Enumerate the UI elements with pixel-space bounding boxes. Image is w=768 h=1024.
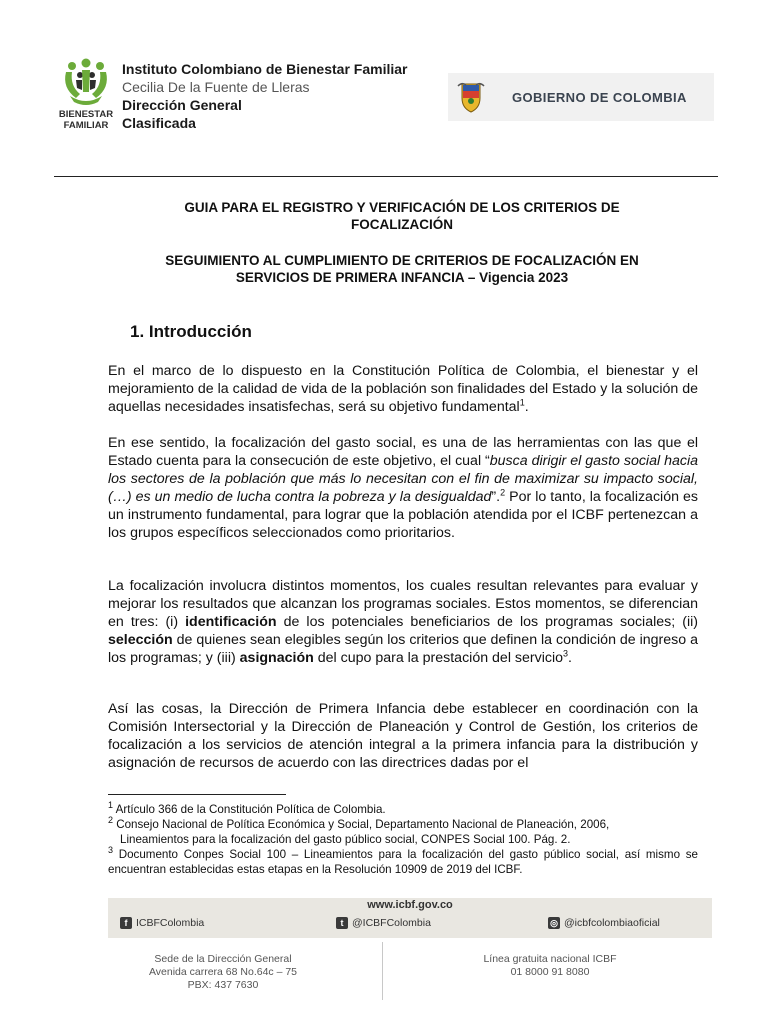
footnote-2-line-2: Lineamientos para la focalización del gasto público social, CONPES Social 100. Pág. 2. bbox=[120, 832, 571, 846]
footnote-3-text: Documento Conpes Social 100 – Lineamientos para la focalización del gasto público social, así mismo se encuentran establecidas estas etapas en la Resolución 10909 de 2019 del ICBF. bbox=[108, 848, 698, 876]
p3-text-d: de quienes sean elegibles según los criterios que definen la condición de ingreso a los programas; y (iii) bbox=[108, 632, 698, 666]
p2-text-b: ”. bbox=[491, 489, 501, 505]
p3-end: . bbox=[568, 650, 572, 666]
footnote-2 bbox=[108, 815, 698, 847]
p2-text-c: Por lo tanto, la focalización es un instrumento fundamental, para lograr que la población atendida por el ICBF pertenezcan a los grupos específicos seleccionados como prioritarios. bbox=[108, 489, 698, 541]
p3-bold-seleccion: selección bbox=[108, 632, 173, 648]
institution-name: Instituto Colombiano de Bienestar Familiar bbox=[122, 61, 408, 77]
paragraph-4: Así las cosas, la Dirección de Primera Infancia debe establecer en coordinación con la Comisión Intersectorial y la Dirección de Planeación y Control de Gestión, los criterios de focalización a los servicios de atención integral a la primera infancia para la distribución y asignación de recursos de acuerdo con las directrices dadas por el bbox=[108, 701, 698, 771]
footer-divider bbox=[382, 942, 383, 1000]
p3-bold-asignacion: asignación bbox=[239, 650, 314, 666]
footnote-1-text: Artículo 366 de la Constitución Política de Colombia. bbox=[113, 803, 386, 816]
p3-bold-identificacion: identificación bbox=[185, 614, 277, 630]
header-divider bbox=[54, 176, 718, 177]
icbf-family-icon bbox=[58, 58, 114, 130]
instagram-link[interactable] bbox=[548, 917, 660, 929]
twitter-link[interactable] bbox=[336, 917, 431, 929]
logo-text-line1: BIENESTAR bbox=[58, 109, 114, 120]
logo-text-line2: FAMILIAR bbox=[63, 120, 109, 130]
p1-end: . bbox=[524, 399, 529, 415]
footnote-3 bbox=[108, 845, 698, 877]
document-subtitle bbox=[108, 252, 696, 286]
subtitle-line-1: SEGUIMIENTO AL CUMPLIMIENTO DE CRITERIOS DE FOCALIZACIÓN EN bbox=[165, 253, 639, 268]
classification-label: Clasificada bbox=[122, 115, 196, 131]
icbf-logo bbox=[58, 58, 114, 130]
colombia-coat-of-arms-icon bbox=[456, 80, 486, 114]
facebook-link[interactable] bbox=[120, 917, 204, 929]
p3-text-c: de los potenciales beneficiarios de los programas sociales; (ii) bbox=[276, 614, 698, 630]
address-line-2: Avenida carrera 68 No.64c – 75 bbox=[148, 966, 298, 978]
hotline-number: 01 8000 91 8080 bbox=[510, 966, 590, 978]
government-banner bbox=[448, 73, 714, 121]
instagram-handle: @icbfcolombiaoficial bbox=[564, 917, 660, 929]
facebook-icon: f bbox=[120, 917, 132, 929]
paragraph-2 bbox=[108, 434, 698, 542]
p3-text-e: del cupo para la prestación del servicio bbox=[313, 650, 564, 666]
p2-text-a: En ese sentido, la focalización del gasto social, es una de las herramientas con las que el Estado cuenta para la consecución de este objetivo, el cual “ bbox=[108, 435, 698, 469]
p2-quote: busca dirigir el gasto social hacia los sectores de la población que más lo necesitan con el fin de maximizar su impacto social, (…) es un medio de lucha contra la pobreza y la desigualdad bbox=[108, 453, 698, 505]
facebook-handle: ICBFColombia bbox=[136, 917, 205, 929]
director-name: Cecilia De la Fuente de Lleras bbox=[122, 79, 310, 95]
twitter-icon: t bbox=[336, 917, 348, 929]
website-link[interactable]: www.icbf.gov.co bbox=[367, 899, 453, 911]
address-phone: PBX: 437 7630 bbox=[187, 979, 259, 991]
hotline-info bbox=[432, 953, 668, 979]
twitter-handle: @ICBFColombia bbox=[352, 917, 431, 929]
paragraph-3 bbox=[108, 577, 698, 667]
government-label: GOBIERNO DE COLOMBIA bbox=[512, 89, 687, 105]
title-line-1: GUIA PARA EL REGISTRO Y VERIFICACIÓN DE LOS CRITERIOS DE bbox=[184, 200, 620, 215]
instagram-icon: ◎ bbox=[548, 917, 560, 929]
footnote-divider bbox=[108, 794, 286, 795]
office-name: Dirección General bbox=[122, 97, 242, 113]
footnote-ref-3: 3 bbox=[563, 648, 569, 659]
headquarters-address bbox=[110, 953, 336, 992]
footnote-1-number: 1 bbox=[108, 800, 114, 811]
footnote-3-number: 3 bbox=[108, 845, 114, 856]
footnote-ref-2: 2 bbox=[500, 487, 506, 498]
hotline-label: Línea gratuita nacional ICBF bbox=[483, 953, 617, 965]
subtitle-line-2: SERVICIOS DE PRIMERA INFANCIA – Vigencia 2023 bbox=[235, 270, 569, 285]
document-title bbox=[108, 199, 696, 233]
title-line-2: FOCALIZACIÓN bbox=[351, 217, 453, 232]
p1-text: En el marco de lo dispuesto en la Constitución Política de Colombia, el bienestar y el mejoramiento de la calidad de vida de la población son finalidades del Estado y la solución de aquellas necesidades insatisfechas, será su objetivo fundamental bbox=[108, 363, 698, 415]
paragraph-1 bbox=[108, 362, 698, 416]
footnote-2-number: 2 bbox=[108, 815, 114, 826]
footnote-2-line-1: Consejo Nacional de Política Económica y Social, Departamento Nacional de Planeación, 2006, bbox=[113, 818, 610, 831]
institution-block bbox=[122, 60, 407, 132]
section-heading: 1. Introducción bbox=[130, 322, 252, 341]
p3-text-a: La focalización involucra distintos momentos, los cuales resultan relevantes para evaluar y mejorar los resultados que alcanzan los programas sociales. Estos momentos, se diferencian en tres: (i) bbox=[108, 578, 698, 630]
footnote-1 bbox=[108, 800, 698, 818]
address-line-1: Sede de la Dirección General bbox=[154, 953, 292, 965]
footnote-ref-1: 1 bbox=[519, 397, 525, 408]
